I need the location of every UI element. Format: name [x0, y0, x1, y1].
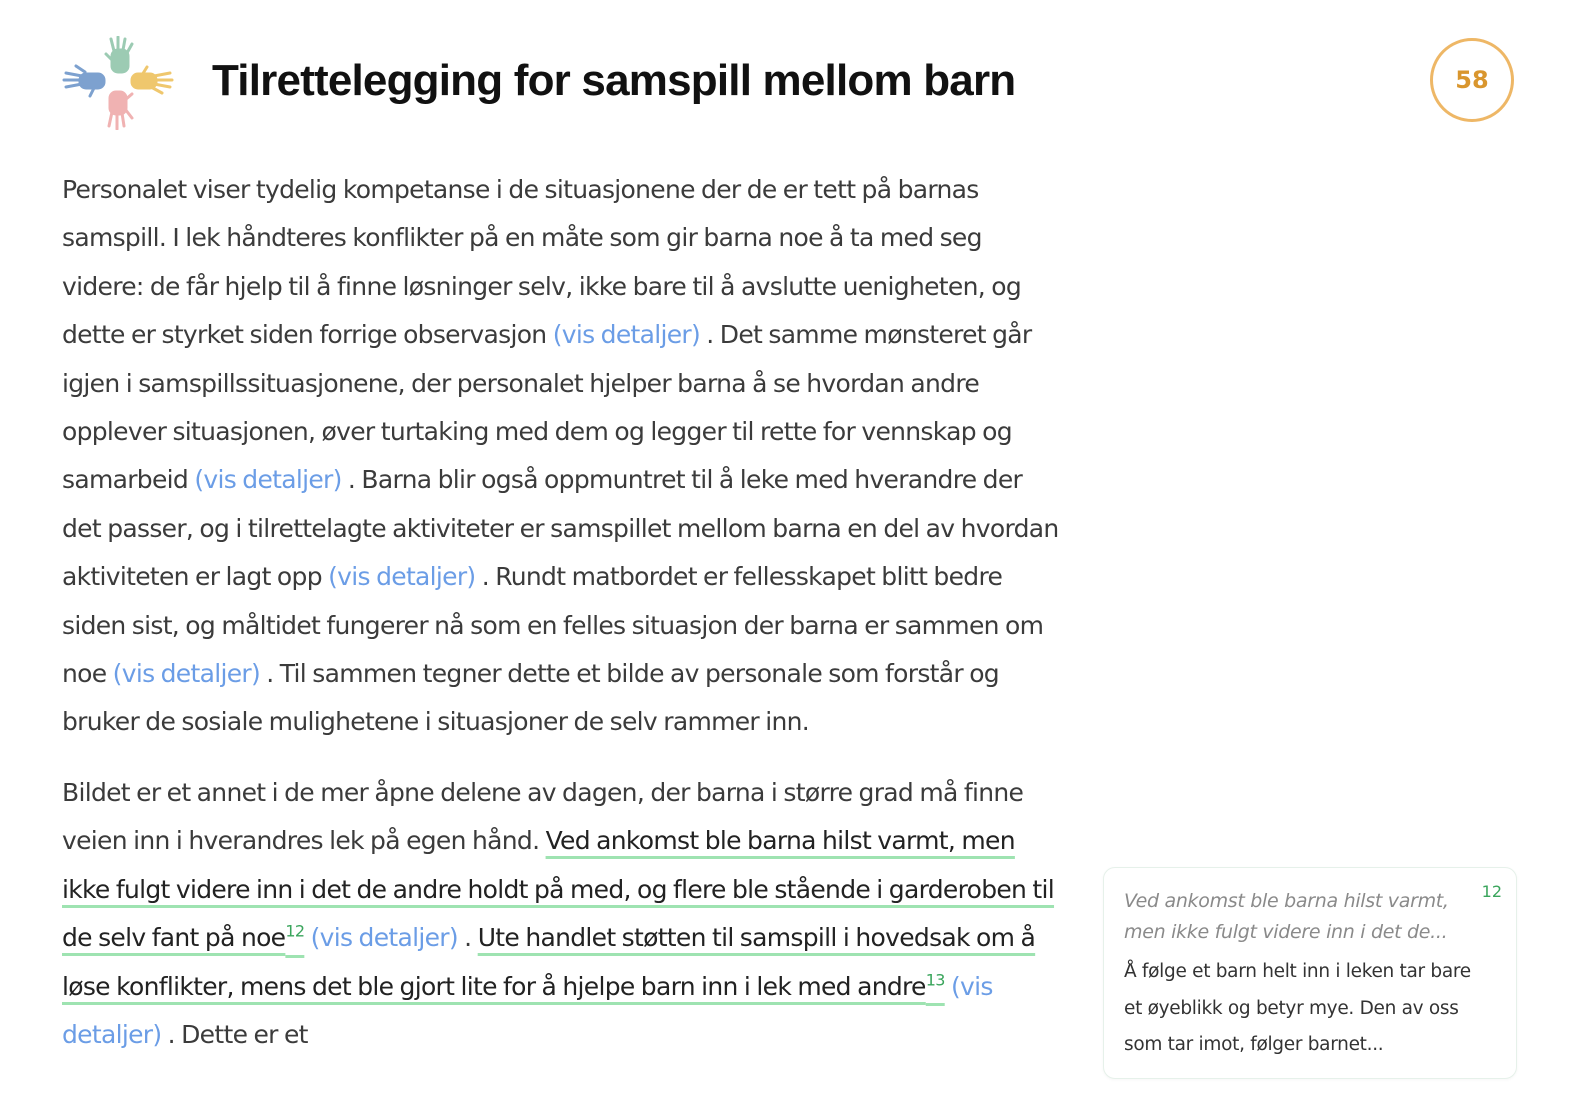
paragraph-challenges [62, 769, 1062, 1059]
paragraph-text: . Til sammen tegner dette et bilde av personale som forstår og bruker de sosiale mulighetene i situasjoner de selv rammer inn. [62, 659, 999, 737]
page-title: Tilrettelegging for samspill mellom barn [212, 56, 1016, 105]
footnote-card[interactable] [1103, 867, 1517, 1079]
paragraph-text: . [457, 923, 478, 953]
paragraph-text: . Dette er et [161, 1019, 308, 1049]
highlighted-observation[interactable]: Ute handlet støtten til samspill i hovedsak om å løse konflikter, mens det ble gjort lite for å hjelpe barn inn i lek med andre [62, 923, 1036, 1001]
paragraph-text: . Barna blir også oppmuntret til å leke med hverandre der det passer, og i tilrettelagte aktiviteter er samspillet mellom barna en del av hvordan aktiviteten er lagt opp [62, 465, 1059, 592]
score-badge: 58 [1430, 38, 1514, 122]
highlighted-observation[interactable]: Ved ankomst ble barna hilst varmt, men ikke fulgt videre inn i det de andre holdt på med, og flere ble stående i garderoben til de selv fant på noe [62, 826, 1055, 953]
paragraph-strengths [62, 166, 1062, 747]
report-content [62, 166, 1062, 1081]
paragraph-text: . Rundt matbordet er fellesskapet blitt bedre siden sist, og måltidet fungerer nå som en felles situasjon der barna er sammen om noe [62, 562, 1044, 689]
footnote-body: Å følge et barn helt inn i leken tar bare et øyeblikk og betyr mye. Den av oss som tar imot, følger barnet... [1124, 961, 1471, 1055]
footnote-marker[interactable]: 12 [285, 921, 305, 941]
footnote-marker[interactable]: 13 [925, 970, 945, 990]
show-details-link[interactable]: (vis detaljer) [194, 465, 342, 495]
page-header [62, 36, 1062, 132]
show-details-link[interactable]: (vis detaljer) [328, 562, 476, 592]
show-details-link[interactable]: (vis detaljer) [310, 923, 458, 953]
footnote-number: 12 [1481, 882, 1502, 901]
four-hands-logo-icon [62, 36, 174, 130]
paragraph-text: Bildet er et annet i de mer åpne delene av dagen, der barna i større grad må finne veien inn i hverandres lek på egen hånd. [62, 777, 1024, 856]
show-details-link[interactable]: (vis detaljer) [62, 971, 993, 1049]
show-details-link[interactable]: (vis detaljer) [112, 659, 261, 689]
footnote-quote: Ved ankomst ble barna hilst varmt, men ikke fulgt videre inn i det de... [1124, 890, 1449, 943]
paragraph-text: . Det samme mønsteret går igjen i samspillssituasjonene, der personalet hjelper barna å se hvordan andre opplever situasjonen, øver turtaking med dem og legger til rette for vennskap og samarbeid [62, 320, 1032, 495]
paragraph-text: Personalet viser tydelig kompetanse i de situasjonene der de er tett på barnas samspill. I lek håndteres konflikter på en måte som gir barna noe å ta med seg videre: de får hjelp til å finne løsninger selv, ikke bare til å avslutte uenigheten, og dette er styrket siden forrige observasjon [62, 175, 1021, 350]
show-details-link[interactable]: (vis detaljer) [552, 320, 701, 350]
